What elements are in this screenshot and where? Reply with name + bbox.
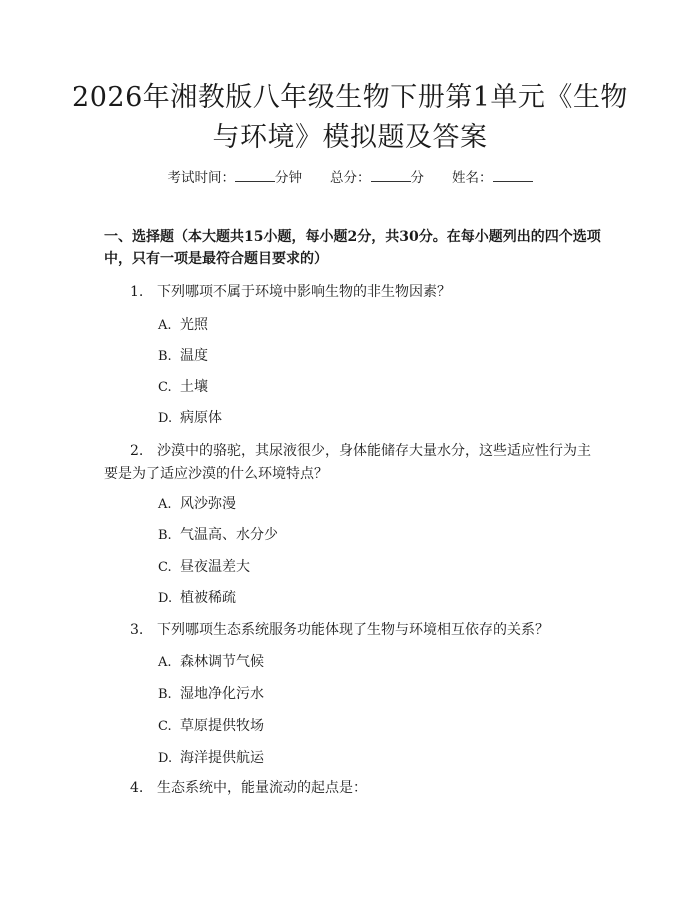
time-unit: 分钟 [275,170,302,186]
exam-name [452,168,533,188]
option-text: 气温高、水分少 [180,527,278,543]
question-1-option-a [158,315,208,336]
question-number: 2. [130,443,144,459]
name-blank [493,168,533,182]
score-unit: 分 [410,170,424,186]
question-3 [104,619,604,642]
exam-score [330,168,424,188]
question-3-option-a [158,652,264,673]
question-3-option-d [158,748,264,769]
option-letter: D. [158,591,173,606]
question-1-option-c [158,377,208,398]
document-title: 2026年湘教版八年级生物下册第1单元《生物与环境》模拟题及答案 [72,82,628,153]
option-letter: C. [158,719,172,734]
option-text: 温度 [180,348,208,364]
option-text: 土壤 [180,379,208,395]
question-1 [104,281,604,304]
option-letter: D. [158,411,173,426]
option-letter: B. [158,687,172,702]
question-number: 4. [130,780,144,796]
question-2-option-b [158,525,278,546]
option-text: 光照 [180,317,208,333]
question-text: 生态系统中，能量流动的起点是： [157,780,367,796]
question-2-option-c [158,557,250,578]
option-letter: A. [158,497,172,512]
question-3-option-c [158,716,264,737]
exam-meta [0,168,700,188]
option-text: 草原提供牧场 [180,718,264,734]
score-label: 总分： [330,170,371,186]
time-label: 考试时间： [167,170,235,186]
option-letter: A. [158,318,172,333]
option-letter: D. [158,751,173,766]
option-text: 病原体 [180,410,222,426]
option-text: 植被稀疏 [180,590,236,606]
option-text: 海洋提供航运 [180,750,264,766]
question-text: 下列哪项生态系统服务功能体现了生物与环境相互依存的关系？ [157,622,549,638]
question-number: 3. [130,622,144,638]
question-1-option-b [158,346,208,367]
question-2-option-d [158,588,236,609]
option-letter: C. [158,380,172,395]
section-heading: 一、选择题（本大题共15小题，每小题2分，共30分。在每小题列出的四个选项中，只有一项是最符合题目要求的） [104,229,601,267]
option-text: 昼夜温差大 [180,559,250,575]
question-text: 沙漠中的骆驼，其尿液很少，身体能储存大量水分，这些适应性行为主要是为了适应沙漠的什么环境特点？ [104,443,591,482]
question-1-option-d [158,408,222,429]
option-text: 风沙弥漫 [180,496,236,512]
exam-time [168,168,303,188]
option-text: 湿地净化污水 [180,686,264,702]
score-blank [371,168,411,182]
question-text: 下列哪项不属于环境中影响生物的非生物因素？ [157,284,451,300]
question-2-option-a [158,494,236,515]
time-blank [235,168,275,182]
option-text: 森林调节气候 [180,654,264,670]
name-label: 姓名： [452,170,493,186]
question-4 [104,777,604,800]
option-letter: A. [158,655,172,670]
option-letter: C. [158,560,172,575]
option-letter: B. [158,349,172,364]
question-number: 1. [130,284,144,300]
option-letter: B. [158,528,172,543]
question-2 [104,440,604,486]
question-3-option-b [158,684,264,705]
